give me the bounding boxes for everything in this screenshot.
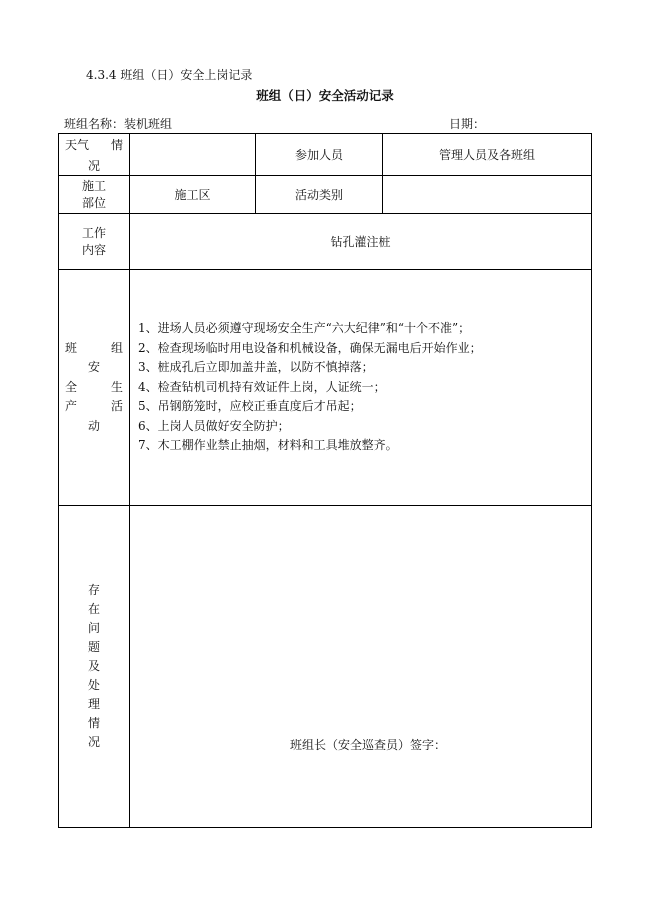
participants-value[interactable]: 管理人员及各班组	[383, 134, 592, 176]
weather-label-char: 天气	[65, 137, 90, 152]
safety-label-char: 全	[65, 379, 78, 394]
issues-label-char: 题	[87, 640, 100, 654]
activity-type-label: 活动类别	[256, 176, 383, 214]
issues-label-char: 况	[87, 735, 100, 749]
issues-label-char: 理	[87, 697, 100, 711]
issues-label-char: 在	[87, 602, 100, 616]
safety-label-char: 产	[65, 399, 78, 414]
safety-label-line	[59, 378, 129, 398]
safety-label-line	[59, 339, 129, 359]
site-label-line: 部位	[81, 195, 106, 210]
team-name: 班组名称：装机班组	[64, 117, 173, 131]
weather-value[interactable]	[130, 134, 256, 176]
site-label-line: 施工	[81, 178, 106, 193]
issues-label-char: 及	[87, 659, 100, 673]
row-weather	[59, 134, 592, 176]
safety-items-list	[130, 319, 591, 456]
issues-label-char: 情	[87, 716, 100, 730]
site-value[interactable]: 施工区	[130, 176, 256, 214]
list-item: 4、检查钻机司机持有效证件上岗，人证统一；	[138, 379, 386, 394]
safety-label-cell	[59, 270, 130, 506]
safety-label-line	[59, 397, 129, 417]
issues-label-char: 存	[87, 583, 100, 597]
list-item: 2、检查现场临时用电设备和机械设备，确保无漏电后开始作业；	[138, 340, 482, 355]
date-label: 日期：	[449, 117, 486, 131]
list-item: 5、吊钢筋笼时，应校正垂直度后才吊起；	[138, 399, 362, 414]
row-safety-activities	[59, 270, 592, 506]
weather-label-char: 情	[110, 137, 123, 152]
safety-label-line: 安	[87, 360, 100, 375]
work-label-cell	[59, 214, 130, 270]
safety-label-char: 组	[110, 340, 123, 355]
safety-label-char: 生	[110, 379, 123, 394]
issues-label-cell	[59, 506, 130, 828]
document-title: 班组（日）安全活动记录	[256, 88, 394, 103]
safety-label-line: 动	[87, 418, 100, 433]
list-item: 6、上岗人员做好安全防护；	[138, 418, 290, 433]
work-label-line: 内容	[81, 242, 106, 257]
row-issues	[59, 506, 592, 828]
issues-label-char: 处	[87, 678, 100, 692]
weather-label-cell	[59, 134, 130, 176]
weather-label-top	[59, 136, 129, 153]
row-work	[59, 214, 592, 270]
site-label-cell	[59, 176, 130, 214]
section-title: 4.3.4 班组（日）安全上岗记录	[86, 68, 253, 82]
issues-label-char: 问	[87, 621, 100, 635]
signature-label: 班组长（安全巡查员）签字：	[290, 738, 447, 752]
list-item: 7、木工棚作业禁止抽烟，材料和工具堆放整齐。	[138, 438, 398, 453]
weather-label-bottom: 况	[87, 158, 100, 173]
issues-content-cell[interactable]	[130, 506, 592, 828]
safety-label	[59, 339, 129, 437]
work-content-value[interactable]: 钻孔灌注桩	[130, 214, 592, 270]
work-label-line: 工作	[81, 225, 106, 240]
activity-type-value[interactable]	[383, 176, 592, 214]
list-item: 3、桩成孔后立即加盖井盖，以防不慎掉落；	[138, 360, 374, 375]
issues-label	[59, 581, 129, 752]
row-site	[59, 176, 592, 214]
safety-record-form	[58, 133, 592, 828]
safety-label-char: 班	[65, 340, 78, 355]
safety-label-char: 活	[110, 399, 123, 414]
participants-label: 参加人员	[256, 134, 383, 176]
list-item: 1、进场人员必须遵守现场安全生产“六大纪律”和“十个不准”；	[138, 321, 471, 336]
safety-items-cell[interactable]	[130, 270, 592, 506]
